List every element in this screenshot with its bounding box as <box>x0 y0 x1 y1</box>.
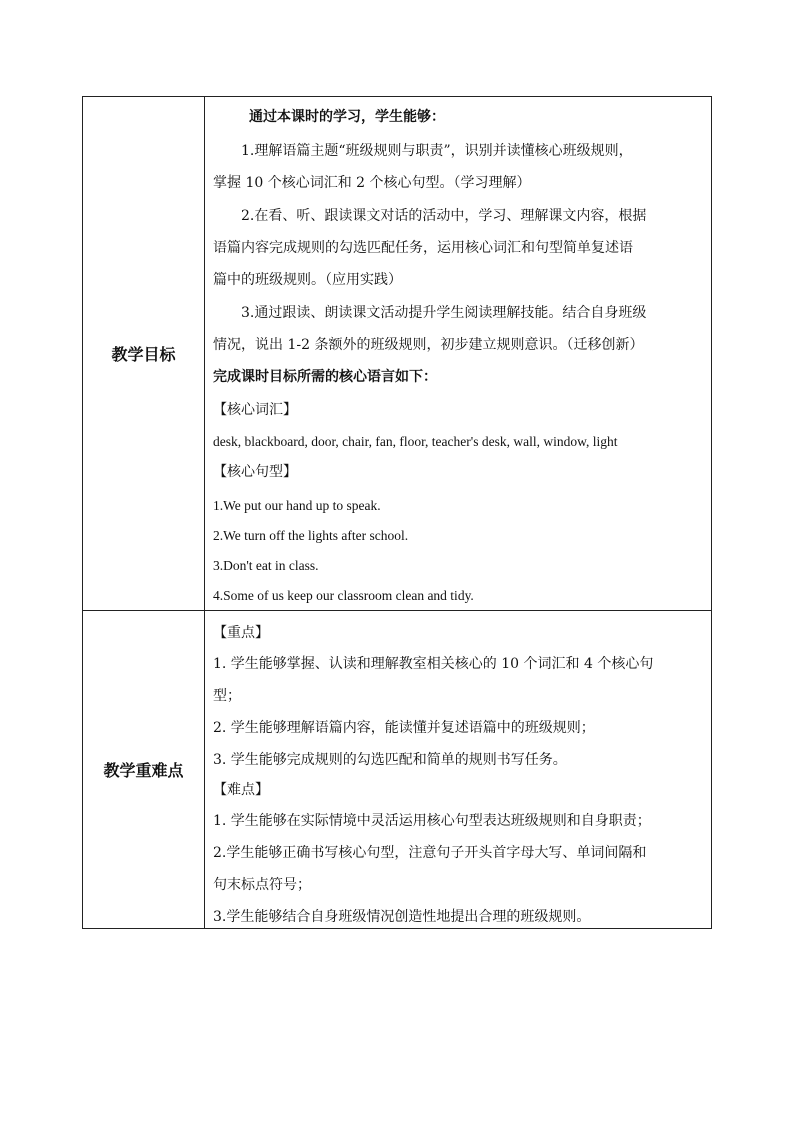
sentence-heading: 【核心句型】 <box>213 464 297 480</box>
objective-3-line-1: 3.通过跟读、朗读课文活动提升学生阅读理解技能。结合自身班级 <box>241 305 647 321</box>
vocab-heading: 【核心词汇】 <box>213 402 297 418</box>
objective-1-line-1: 1.理解语篇主题“班级规则与职责”，识别并读懂核心班级规则， <box>241 143 633 159</box>
key-points-content <box>205 611 712 929</box>
lesson-plan-table <box>82 96 712 929</box>
sentence-item: 1.We put our hand up to speak. <box>213 498 381 513</box>
difficult-point-1: 1. 学生能够在实际情境中灵活运用核心句型表达班级规则和自身职责； <box>213 813 651 829</box>
objective-2-line-2: 语篇内容完成规则的勾选匹配任务，运用核心词汇和句型简单复述语 <box>213 240 633 256</box>
key-points-label: 教学重难点 <box>83 611 205 929</box>
objective-2-line-1: 2.在看、听、跟读课文对话的活动中，学习、理解课文内容，根据 <box>241 208 647 224</box>
sentence-item: 4.Some of us keep our classroom clean and tidy. <box>213 588 474 603</box>
key-heading: 【重点】 <box>213 625 269 641</box>
sentence-item: 3.Don't eat in class. <box>213 558 319 573</box>
objectives-row <box>83 97 712 611</box>
key-point-2: 2. 学生能够理解语篇内容，能读懂并复述语篇中的班级规则； <box>213 720 595 736</box>
sentence-item: 2.We turn off the lights after school. <box>213 528 409 543</box>
objective-1-line-2: 掌握 10 个核心词汇和 2 个核心句型。（学习理解） <box>213 175 531 191</box>
objectives-intro: 通过本课时的学习，学生能够： <box>249 109 445 125</box>
objectives-label: 教学目标 <box>83 97 205 611</box>
key-point-3: 3. 学生能够完成规则的勾选匹配和简单的规则书写任务。 <box>213 752 567 768</box>
objectives-content <box>205 97 712 611</box>
key-point-1-line-1: 1. 学生能够掌握、认读和理解教室相关核心的 10 个词汇和 4 个核心句 <box>213 656 654 672</box>
difficult-heading: 【难点】 <box>213 782 269 798</box>
vocab-list: desk, blackboard, door, chair, fan, floor, teacher's desk, wall, window, light <box>213 434 618 449</box>
difficult-point-2-line-2: 句末标点符号； <box>213 877 311 893</box>
difficult-point-2-line-1: 2.学生能够正确书写核心句型，注意句子开头首字母大写、单词间隔和 <box>213 845 647 861</box>
core-language-heading: 完成课时目标所需的核心语言如下： <box>213 369 437 385</box>
objective-3-line-2: 情况，说出 1-2 条额外的班级规则，初步建立规则意识。（迁移创新） <box>213 337 644 353</box>
key-points-row <box>83 611 712 929</box>
objective-2-line-3: 篇中的班级规则。（应用实践） <box>213 272 402 288</box>
difficult-point-3: 3.学生能够结合自身班级情况创造性地提出合理的班级规则。 <box>213 909 591 925</box>
key-point-1-line-2: 型； <box>213 688 241 704</box>
